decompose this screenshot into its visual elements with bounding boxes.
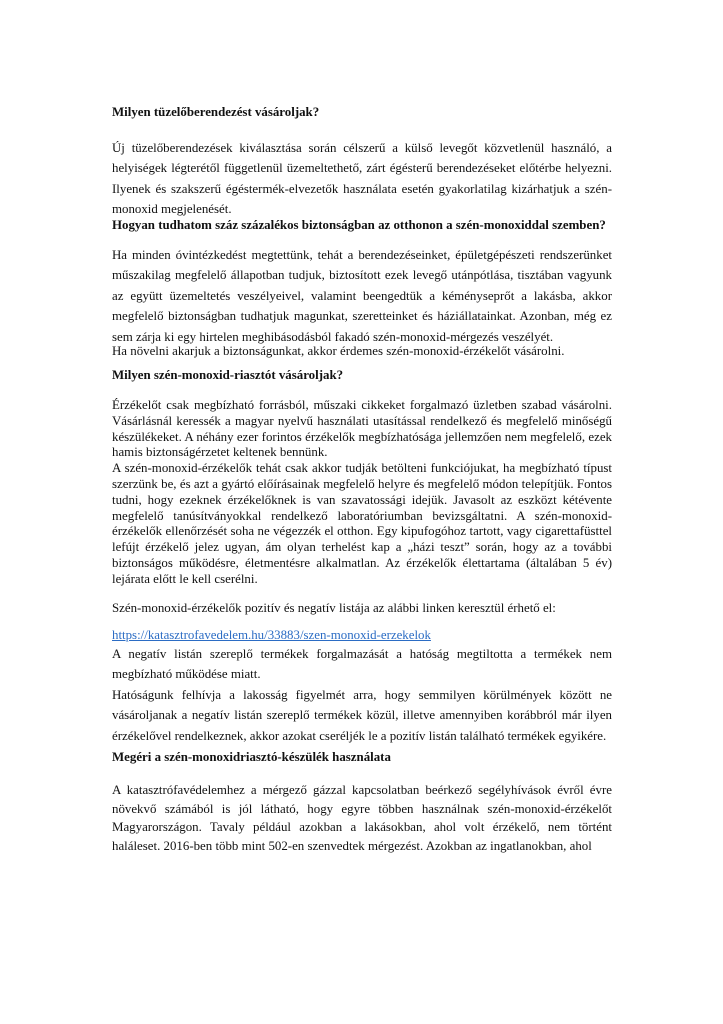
positive-negative-list-link[interactable]: https://katasztrofavedelem.hu/33883/szen-monoxid-erzekelok <box>112 628 431 642</box>
paragraph-fuel-device: Új tüzelőberendezések kiválasztása során célszerű a külső levegőt közvetlenül használó, a helyiségek légterétől függetlenül üzemeltethető, zárt égésterű berendezéseket előtérbe helyezni. Ilyenek és szakszerű égéstermék-elvezetők használata esetén gyakorlatilag kizárhatjuk a szén-monoxid megjelenését. <box>112 141 612 217</box>
paragraph-statistics: A katasztrófavédelemhez a mérgező gázzal kapcsolatban beérkező segélyhívások évről évre növekvő számából is jól látható, hogy egyre többen használnak szén-monoxid-érzékelőt Magyarországon. Tavaly például azokban a lakásokban, ahol volt érzékelő, nem történt haláleset. 2016-ben több mint 502-en szenvedtek mérgezést. Azokban az ingatlanokban, ahol <box>112 783 612 853</box>
paragraph-banned-products: A negatív listán szereplő termékek forgalmazását a hatóság megtiltotta a termékek nem megbízható működése miatt. <box>112 647 612 682</box>
paragraph-precautions: Ha minden óvintézkedést megtettünk, tehát a berendezéseinket, épületgépészeti rendszerünket műszakilag megfelelő állapotban tudjuk, biztosított ezek levegő utánpótlása, tisztában vagyunk az együtt üzemeltetés veszélyeivel, valamint beengedtük a kéményseprőt a lakásba, akkor megfelelő biztonságban tudhatjuk magunkat, szeretteinket és háziállatainkat. Azonban, még ez sem zárja ki egy hirtelen meghibásodásból fakadó szén-monoxid-mérgezés veszélyét. <box>112 248 612 344</box>
paragraph-group-detector-buying <box>112 398 612 588</box>
paragraph-list-intro: Szén-monoxid-érzékelők pozitív és negatív listája az alábbi linken keresztül érhető el: <box>112 601 556 615</box>
heading-fuel-device-question: Milyen tüzelőberendezést vásároljak? <box>112 105 320 119</box>
paragraph-authority-warning: Hatóságunk felhívja a lakosság figyelmét arra, hogy semmilyen körülmények között ne vásároljanak a negatív listán szereplő termékek közül, illetve amennyiben korábbról már ilyen érzékelővel rendelkeznek, akkor azokat cseréljék le a pozitív listán található termékek egyikére. <box>112 687 612 743</box>
heading-co-alarm-question: Milyen szén-monoxid-riasztót vásároljak? <box>112 368 344 382</box>
paragraph-increase-safety: Ha növelni akarjuk a biztonságunkat, akkor érdemes szén-monoxid-érzékelőt vásárolni. <box>112 344 565 358</box>
heading-worth-using: Megéri a szén-monoxidriasztó-készülék használata <box>112 750 391 764</box>
heading-hundred-percent-safety: Hogyan tudhatom száz százalékos biztonságban az otthonon a szén-monoxiddal szemben? <box>112 218 606 232</box>
paragraph-detector-function: A szén-monoxid-érzékelők tehát csak akkor tudják betölteni funkciójukat, ha megbízható típust szerzünk be, és azt a gyártó előírásainak megfelelő helyre és megfelelő módon telepítjük. Fontos tudni, hogy ezeknek érzékelőknek is van szavatossági idejük. Javasolt az eszközt kétévente megfelelő tanúsítványokkal rendelkező laboratóriumban bevizsgáltatni. A szén-monoxid-érzékelők ellenőrzését soha ne végezzék el otthon. Egy kipufogóhoz tartott, vagy cigarettafüsttel lefújt érzékelő jelez ugyan, ám olyan terhelést kap a „házi teszt” során, hogy az a további biztonságos működésre, életmentésre alkalmatlan. Az érzékelők élettartama (általában 5 év) lejárata előtt le kell cserélni. <box>112 461 612 586</box>
paragraph-reliable-source: Érzékelőt csak megbízható forrásból, műszaki cikkeket forgalmazó üzletben szabad vásárolni. Vásárlásnál keressék a magyar nyelvű használati utasítással rendelkező és megfelelő minőségű készülékeket. A néhány ezer forintos érzékelők megbízhatósága jellemzően nem megfelelő, ezek hamis biztonságérzetet keltenek bennünk. <box>112 398 612 460</box>
paragraph-group-negative-list <box>112 644 612 746</box>
